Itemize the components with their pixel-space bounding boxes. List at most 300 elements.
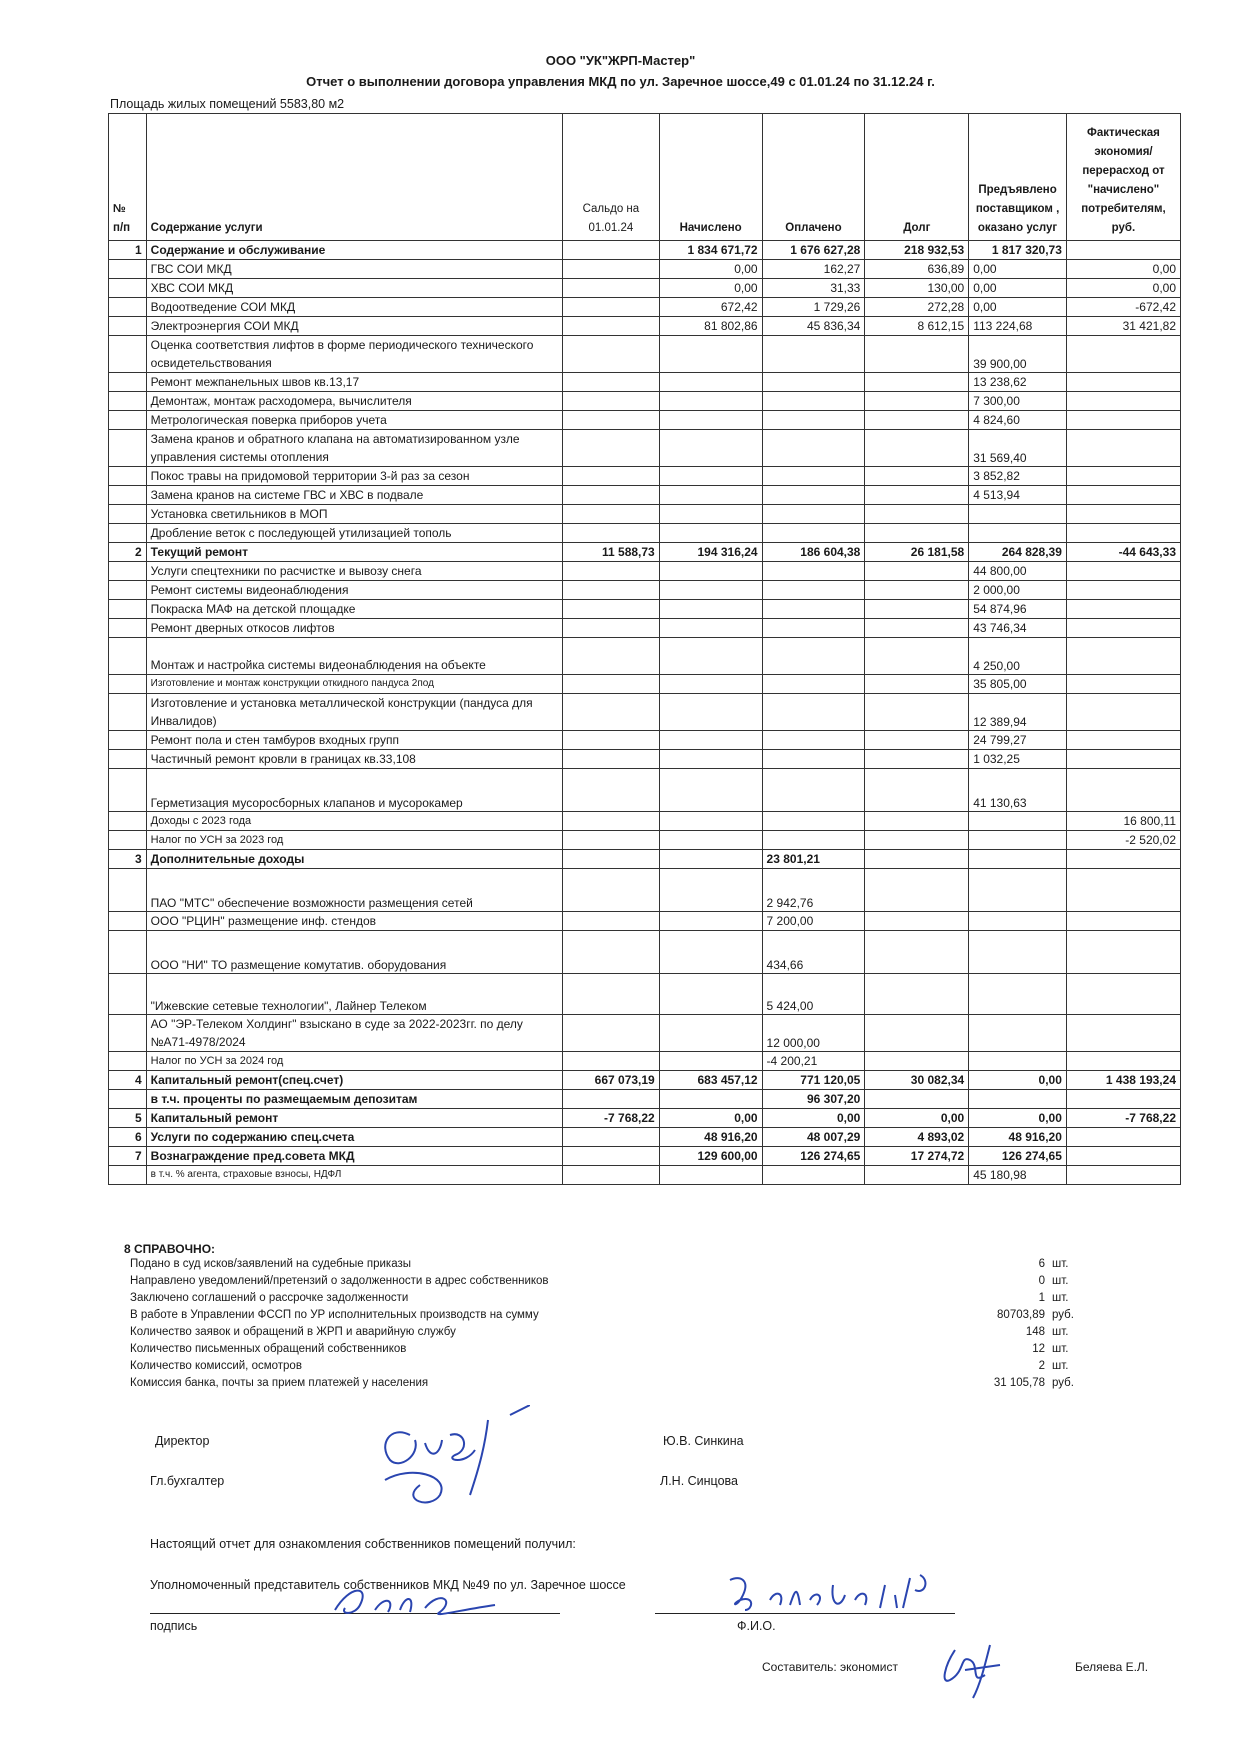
col-number: № п/п	[109, 114, 147, 241]
table-row	[109, 694, 1181, 731]
cell-debt	[865, 831, 969, 850]
service-name: Вознаграждение пред.совета МКД	[146, 1147, 562, 1166]
cell-provided: 45 180,98	[969, 1166, 1067, 1185]
director-label: Директор	[155, 1434, 210, 1448]
cell-paid	[762, 694, 865, 731]
row-number: 3	[109, 850, 147, 869]
cell-charged: 129 600,00	[659, 1147, 762, 1166]
cell-saldo	[563, 373, 660, 392]
service-name: Метрологическая поверка приборов учета	[146, 411, 562, 430]
cell-paid	[762, 600, 865, 619]
col-provided: Предъявлено поставщиком , оказано услуг	[969, 114, 1067, 241]
cell-saldo	[563, 1015, 660, 1052]
service-name: Покраска МАФ на детской площадке	[146, 600, 562, 619]
cell-provided: 0,00	[969, 1109, 1067, 1128]
cell-saldo	[563, 260, 660, 279]
cell-debt: 636,89	[865, 260, 969, 279]
row-number: 2	[109, 543, 147, 562]
service-name: Услуги по содержанию спец.счета	[146, 1128, 562, 1147]
reference-title: 8 СПРАВОЧНО:	[124, 1242, 216, 1256]
cell-charged	[659, 1015, 762, 1052]
service-name: Оценка соответствия лифтов в форме периодического технического освидетельствования	[146, 336, 562, 373]
fio-handwritten	[725, 1570, 965, 1615]
cell-charged: 81 802,86	[659, 317, 762, 336]
cell-debt	[865, 694, 969, 731]
cell-provided: 3 852,82	[969, 467, 1067, 486]
cell-economy	[1066, 750, 1180, 769]
cell-charged	[659, 392, 762, 411]
cell-saldo	[563, 298, 660, 317]
service-name: Демонтаж, монтаж расходомера, вычислителя	[146, 392, 562, 411]
cell-debt	[865, 850, 969, 869]
reference-value: 2	[1038, 1360, 1045, 1372]
row-number	[109, 392, 147, 411]
cell-charged: 48 916,20	[659, 1128, 762, 1147]
cell-charged	[659, 373, 762, 392]
cell-provided	[969, 524, 1067, 543]
table-row	[109, 581, 1181, 600]
table-row	[109, 241, 1181, 260]
cell-provided	[969, 1090, 1067, 1109]
reference-label: Количество заявок и обращений в ЖРП и аварийную службу	[130, 1326, 456, 1338]
cell-charged	[659, 467, 762, 486]
representative-text: Уполномоченный представитель собственников МКД №49 по ул. Заречное шоссе	[150, 1578, 626, 1592]
signature-caption: подпись	[150, 1619, 198, 1633]
cell-economy	[1066, 241, 1180, 260]
accountant-name: Л.Н. Синцова	[660, 1474, 738, 1488]
cell-provided	[969, 1052, 1067, 1071]
reference-label: В работе в Управлении ФССП по УР исполнительных производств на сумму	[130, 1309, 539, 1321]
cell-economy: 16 800,11	[1066, 812, 1180, 831]
report-table	[108, 113, 1181, 1185]
cell-debt	[865, 769, 969, 812]
cell-charged: 0,00	[659, 279, 762, 298]
table-row	[109, 279, 1181, 298]
service-name: Содержание и обслуживание	[146, 241, 562, 260]
cell-charged	[659, 524, 762, 543]
cell-paid: 23 801,21	[762, 850, 865, 869]
cell-debt: 4 893,02	[865, 1128, 969, 1147]
table-row	[109, 467, 1181, 486]
cell-saldo	[563, 619, 660, 638]
cell-paid: 162,27	[762, 260, 865, 279]
service-name: Изготовление и монтаж конструкции откидного пандуса 2под	[146, 675, 562, 694]
cell-paid: 7 200,00	[762, 912, 865, 931]
service-name: ХВС СОИ МКД	[146, 279, 562, 298]
cell-debt	[865, 430, 969, 467]
cell-provided	[969, 831, 1067, 850]
cell-saldo	[563, 694, 660, 731]
service-name: Дробление веток с последующей утилизацией тополь	[146, 524, 562, 543]
cell-saldo	[563, 411, 660, 430]
cell-charged	[659, 336, 762, 373]
cell-debt	[865, 562, 969, 581]
service-name: Замена кранов на системе ГВС и ХВС в подвале	[146, 486, 562, 505]
cell-debt	[865, 524, 969, 543]
cell-charged	[659, 931, 762, 974]
cell-saldo	[563, 1166, 660, 1185]
cell-debt	[865, 1052, 969, 1071]
table-row	[109, 373, 1181, 392]
cell-paid	[762, 467, 865, 486]
cell-charged	[659, 619, 762, 638]
compiler-signature	[935, 1640, 1005, 1700]
reference-unit: шт.	[1052, 1343, 1069, 1355]
cell-saldo	[563, 974, 660, 1015]
cell-paid: 96 307,20	[762, 1090, 865, 1109]
table-row	[109, 336, 1181, 373]
cell-provided: 4 513,94	[969, 486, 1067, 505]
reference-label: Подано в суд исков/заявлений на судебные приказы	[130, 1258, 412, 1270]
reference-label: Количество комиссий, осмотров	[130, 1360, 302, 1372]
cell-debt: 0,00	[865, 1109, 969, 1128]
table-row	[109, 317, 1181, 336]
reference-unit: шт.	[1052, 1292, 1069, 1304]
table-row	[109, 869, 1181, 912]
cell-provided: 113 224,68	[969, 317, 1067, 336]
cell-paid	[762, 812, 865, 831]
cell-economy: -2 520,02	[1066, 831, 1180, 850]
cell-paid	[762, 430, 865, 467]
cell-saldo	[563, 600, 660, 619]
col-debt: Долг	[865, 114, 969, 241]
cell-provided: 1 032,25	[969, 750, 1067, 769]
cell-provided: 1 817 320,73	[969, 241, 1067, 260]
cell-saldo	[563, 931, 660, 974]
cell-saldo	[563, 812, 660, 831]
cell-debt	[865, 1090, 969, 1109]
cell-paid: 126 274,65	[762, 1147, 865, 1166]
cell-economy	[1066, 619, 1180, 638]
table-row	[109, 850, 1181, 869]
col-service: Содержание услуги	[146, 114, 562, 241]
cell-paid: 12 000,00	[762, 1015, 865, 1052]
service-name: Налог по УСН за 2024 год	[146, 1052, 562, 1071]
service-name: Дополнительные доходы	[146, 850, 562, 869]
service-name: АО "ЭР-Телеком Холдинг" взыскано в суде за 2022-2023гг. по делу №А71-4978/2024	[146, 1015, 562, 1052]
row-number: 6	[109, 1128, 147, 1147]
service-name: Ремонт системы видеонаблюдения	[146, 581, 562, 600]
service-name: Ремонт дверных откосов лифтов	[146, 619, 562, 638]
cell-charged	[659, 486, 762, 505]
cell-debt	[865, 974, 969, 1015]
row-number	[109, 912, 147, 931]
cell-saldo	[563, 392, 660, 411]
row-number	[109, 1015, 147, 1052]
cell-paid	[762, 581, 865, 600]
service-name: Ремонт межпанельных швов кв.13,17	[146, 373, 562, 392]
row-number	[109, 974, 147, 1015]
reference-value: 0	[1038, 1275, 1045, 1287]
service-name: Покос травы на придомовой территории 3-й раз за сезон	[146, 467, 562, 486]
cell-saldo	[563, 524, 660, 543]
service-name: Частичный ремонт кровли в границах кв.33,108	[146, 750, 562, 769]
service-name: Электроэнергия СОИ МКД	[146, 317, 562, 336]
table-row	[109, 1071, 1181, 1090]
report-title: Отчет о выполнении договора управления МКД по ул. Заречное шоссе,49 с 01.01.24 по 31.12.24 г.	[306, 74, 935, 89]
reference-label: Заключено соглашений о рассрочке задолженности	[130, 1292, 409, 1304]
cell-saldo	[563, 241, 660, 260]
cell-saldo	[563, 505, 660, 524]
row-number	[109, 769, 147, 812]
cell-saldo	[563, 731, 660, 750]
cell-paid: 434,66	[762, 931, 865, 974]
cell-debt	[865, 912, 969, 931]
table-row	[109, 912, 1181, 931]
table-row	[109, 411, 1181, 430]
cell-saldo	[563, 850, 660, 869]
table-row	[109, 1128, 1181, 1147]
reference-unit: руб.	[1052, 1309, 1074, 1321]
cell-economy: 31 421,82	[1066, 317, 1180, 336]
cell-debt	[865, 869, 969, 912]
cell-economy	[1066, 524, 1180, 543]
cell-charged	[659, 1166, 762, 1185]
service-name: Замена кранов и обратного клапана на автоматизированном узле управления системы отопления	[146, 430, 562, 467]
table-row	[109, 812, 1181, 831]
reference-value: 80703,89	[997, 1309, 1045, 1321]
table-row	[109, 619, 1181, 638]
cell-debt	[865, 675, 969, 694]
cell-charged: 683 457,12	[659, 1071, 762, 1090]
cell-paid	[762, 1166, 865, 1185]
service-name: "Ижевские сетевые технологии", Лайнер Телеком	[146, 974, 562, 1015]
reference-item	[130, 1307, 1130, 1324]
reference-item	[130, 1375, 1130, 1392]
row-number	[109, 675, 147, 694]
cell-provided: 126 274,65	[969, 1147, 1067, 1166]
cell-charged: 672,42	[659, 298, 762, 317]
accountant-label: Гл.бухгалтер	[150, 1474, 225, 1488]
cell-saldo	[563, 317, 660, 336]
cell-charged: 0,00	[659, 1109, 762, 1128]
service-name: Водоотведение СОИ МКД	[146, 298, 562, 317]
cell-provided: 2 000,00	[969, 581, 1067, 600]
reference-label: Комиссия банка, почты за прием платежей у населения	[130, 1377, 429, 1389]
cell-paid	[762, 336, 865, 373]
cell-charged	[659, 1052, 762, 1071]
table-row	[109, 1166, 1181, 1185]
cell-economy: -44 643,33	[1066, 543, 1180, 562]
row-number	[109, 505, 147, 524]
cell-provided: 7 300,00	[969, 392, 1067, 411]
row-number	[109, 279, 147, 298]
cell-saldo: 667 073,19	[563, 1071, 660, 1090]
table-row	[109, 298, 1181, 317]
representative-signature	[330, 1580, 500, 1620]
cell-economy	[1066, 912, 1180, 931]
cell-charged	[659, 974, 762, 1015]
cell-charged	[659, 562, 762, 581]
row-number	[109, 831, 147, 850]
cell-paid: 31,33	[762, 279, 865, 298]
director-name: Ю.В. Синкина	[663, 1434, 744, 1448]
cell-provided: 24 799,27	[969, 731, 1067, 750]
cell-saldo	[563, 1147, 660, 1166]
company-name: ООО "УК"ЖРП-Мастер"	[545, 53, 696, 68]
cell-debt: 17 274,72	[865, 1147, 969, 1166]
cell-economy	[1066, 486, 1180, 505]
cell-economy	[1066, 850, 1180, 869]
cell-debt	[865, 931, 969, 974]
cell-debt: 218 932,53	[865, 241, 969, 260]
col-economy: Фактическая экономия/перерасход от "начислено" потребителям, руб.	[1066, 114, 1180, 241]
cell-charged	[659, 831, 762, 850]
cell-debt	[865, 750, 969, 769]
cell-charged	[659, 1090, 762, 1109]
fio-caption: Ф.И.О.	[737, 1619, 776, 1633]
cell-provided	[969, 974, 1067, 1015]
cell-provided	[969, 812, 1067, 831]
cell-economy	[1066, 974, 1180, 1015]
reference-unit: руб.	[1052, 1377, 1074, 1389]
cell-paid	[762, 750, 865, 769]
row-number: 4	[109, 1071, 147, 1090]
table-row	[109, 1015, 1181, 1052]
cell-saldo	[563, 581, 660, 600]
cell-paid: 1 676 627,28	[762, 241, 865, 260]
cell-saldo	[563, 486, 660, 505]
col-charged: Начислено	[659, 114, 762, 241]
cell-provided	[969, 912, 1067, 931]
cell-charged	[659, 694, 762, 731]
cell-economy	[1066, 1090, 1180, 1109]
cell-paid: 1 729,26	[762, 298, 865, 317]
row-number	[109, 430, 147, 467]
cell-paid	[762, 524, 865, 543]
cell-debt	[865, 1015, 969, 1052]
service-name: ПАО "МТС" обеспечение возможности размещения сетей	[146, 869, 562, 912]
compiler-name: Беляева Е.Л.	[1075, 1660, 1149, 1674]
cell-saldo	[563, 1128, 660, 1147]
row-number	[109, 581, 147, 600]
row-number	[109, 373, 147, 392]
cell-economy: 1 438 193,24	[1066, 1071, 1180, 1090]
cell-economy	[1066, 931, 1180, 974]
row-number	[109, 600, 147, 619]
cell-saldo	[563, 750, 660, 769]
cell-debt	[865, 336, 969, 373]
cell-economy: -7 768,22	[1066, 1109, 1180, 1128]
cell-debt	[865, 731, 969, 750]
service-name: Изготовление и установка металлической конструкции (пандуса для Инвалидов)	[146, 694, 562, 731]
cell-paid	[762, 769, 865, 812]
table-row	[109, 1109, 1181, 1128]
cell-provided	[969, 850, 1067, 869]
cell-saldo	[563, 638, 660, 675]
service-name: Доходы с 2023 года	[146, 812, 562, 831]
cell-saldo	[563, 430, 660, 467]
service-name: ООО "РЦИН" размещение инф. стендов	[146, 912, 562, 931]
service-name: Текущий ремонт	[146, 543, 562, 562]
cell-saldo: 11 588,73	[563, 543, 660, 562]
cell-paid: 45 836,34	[762, 317, 865, 336]
cell-paid	[762, 392, 865, 411]
cell-charged: 1 834 671,72	[659, 241, 762, 260]
service-name: Капитальный ремонт(спец.счет)	[146, 1071, 562, 1090]
table-row	[109, 260, 1181, 279]
row-number: 5	[109, 1109, 147, 1128]
reference-item	[130, 1341, 1130, 1358]
cell-saldo	[563, 1052, 660, 1071]
table-header	[109, 114, 1181, 241]
cell-debt	[865, 1166, 969, 1185]
table-row	[109, 1052, 1181, 1071]
cell-provided: 31 569,40	[969, 430, 1067, 467]
row-number	[109, 731, 147, 750]
reference-value: 1	[1038, 1292, 1045, 1304]
cell-saldo	[563, 675, 660, 694]
cell-economy	[1066, 1015, 1180, 1052]
cell-paid	[762, 731, 865, 750]
cell-paid: 0,00	[762, 1109, 865, 1128]
service-name: ООО "НИ" ТО размещение комутатив. оборудования	[146, 931, 562, 974]
cell-saldo	[563, 1090, 660, 1109]
table-row	[109, 524, 1181, 543]
table-row	[109, 562, 1181, 581]
cell-paid	[762, 373, 865, 392]
row-number	[109, 750, 147, 769]
cell-paid: 2 942,76	[762, 869, 865, 912]
cell-provided	[969, 1015, 1067, 1052]
reference-item	[130, 1256, 1130, 1273]
table-row	[109, 600, 1181, 619]
cell-debt	[865, 373, 969, 392]
cell-saldo	[563, 279, 660, 298]
cell-debt: 130,00	[865, 279, 969, 298]
row-number	[109, 1052, 147, 1071]
row-number	[109, 694, 147, 731]
cell-saldo	[563, 912, 660, 931]
received-text: Настоящий отчет для ознакомления собственников помещений получил:	[150, 1537, 576, 1551]
cell-charged	[659, 638, 762, 675]
cell-charged	[659, 675, 762, 694]
reference-label: Количество письменных обращений собственников	[130, 1343, 407, 1355]
cell-economy	[1066, 638, 1180, 675]
cell-provided: 4 250,00	[969, 638, 1067, 675]
cell-charged	[659, 812, 762, 831]
cell-economy: -672,42	[1066, 298, 1180, 317]
cell-economy	[1066, 1052, 1180, 1071]
cell-economy	[1066, 562, 1180, 581]
cell-provided: 0,00	[969, 279, 1067, 298]
director-signature	[370, 1405, 530, 1515]
cell-provided	[969, 869, 1067, 912]
cell-provided: 0,00	[969, 298, 1067, 317]
cell-economy	[1066, 1166, 1180, 1185]
service-name: Установка светильников в МОП	[146, 505, 562, 524]
cell-charged	[659, 869, 762, 912]
row-number	[109, 812, 147, 831]
reference-item	[130, 1290, 1130, 1307]
cell-saldo: -7 768,22	[563, 1109, 660, 1128]
cell-debt: 272,28	[865, 298, 969, 317]
table-row	[109, 831, 1181, 850]
reference-value: 6	[1038, 1258, 1045, 1270]
cell-economy	[1066, 373, 1180, 392]
table-row	[109, 675, 1181, 694]
cell-charged	[659, 731, 762, 750]
table-row	[109, 638, 1181, 675]
row-number	[109, 317, 147, 336]
table-row	[109, 731, 1181, 750]
reference-item	[130, 1324, 1130, 1341]
service-name: Капитальный ремонт	[146, 1109, 562, 1128]
cell-provided: 12 389,94	[969, 694, 1067, 731]
cell-economy	[1066, 869, 1180, 912]
cell-economy	[1066, 505, 1180, 524]
cell-provided: 41 130,63	[969, 769, 1067, 812]
